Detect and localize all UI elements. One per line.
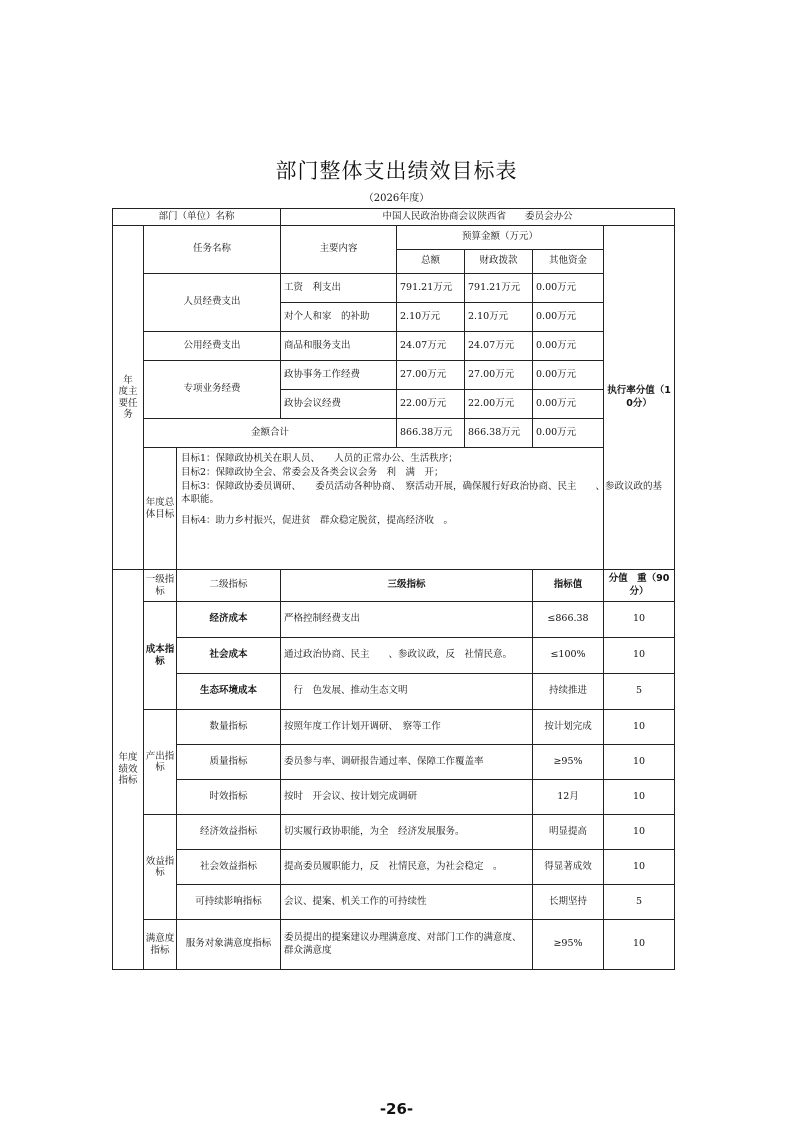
- col-weight: 分值 重（90分）: [604, 570, 675, 602]
- level3-text: 通过政治协商、民主 、参政议政，反 社情民意。: [281, 638, 533, 674]
- indicator-weight: 10: [604, 780, 675, 815]
- indicators-section-label: 年度绩效指标: [113, 570, 144, 970]
- performance-table: [112, 208, 675, 970]
- task-content: 政协会议经费: [281, 390, 397, 419]
- task-content: 商品和服务支出: [281, 332, 397, 361]
- indicator-value: ≥95%: [533, 745, 604, 780]
- col-budget: 预算金额（万元）: [397, 226, 604, 250]
- level2-name: 质量指标: [177, 745, 281, 780]
- objectives-text: [177, 448, 675, 570]
- col-total: 总额: [397, 250, 465, 274]
- level3-text: 委员提出的提案建议办理满意度、对部门工作的满意度、群众满意度: [281, 920, 533, 970]
- sum-fiscal: 866.38万元: [465, 419, 533, 448]
- level1-cost: 成本指标: [144, 602, 177, 710]
- task-fiscal: 24.07万元: [465, 332, 533, 361]
- indicator-row: [113, 674, 675, 710]
- sum-label: 金额合计: [144, 419, 397, 448]
- level1-output: 产出指标: [144, 710, 177, 815]
- level3-text: 会议、提案、机关工作的可持续性: [281, 885, 533, 920]
- indicator-row: [113, 638, 675, 674]
- level1-benefit: 效益指标: [144, 815, 177, 920]
- task-fiscal: 27.00万元: [465, 361, 533, 390]
- indicator-value: 按计划完成: [533, 710, 604, 745]
- indicator-row: [113, 780, 675, 815]
- sum-other: 0.00万元: [533, 419, 604, 448]
- indicator-row: [113, 815, 675, 850]
- col-main-content: 主要内容: [281, 226, 397, 274]
- col-level1: 一级指标: [144, 570, 177, 602]
- page-number: -26-: [379, 1100, 414, 1118]
- indicators-header-row: [113, 570, 675, 602]
- objectives-label: 年度总体目标: [144, 448, 177, 570]
- level2-name: 服务对象满意度指标: [177, 920, 281, 970]
- level2-name: 经济效益指标: [177, 815, 281, 850]
- level2-name: 社会效益指标: [177, 850, 281, 885]
- task-fiscal: 2.10万元: [465, 303, 533, 332]
- sum-total: 866.38万元: [397, 419, 465, 448]
- indicator-value: 得显著成效: [533, 850, 604, 885]
- indicator-value: 12月: [533, 780, 604, 815]
- task-content: 工资 利支出: [281, 274, 397, 303]
- indicator-value: 长期坚持: [533, 885, 604, 920]
- level2-name: 时效指标: [177, 780, 281, 815]
- indicator-weight: 5: [604, 674, 675, 710]
- task-total: 2.10万元: [397, 303, 465, 332]
- level2-name: 生态环境成本: [177, 674, 281, 710]
- col-indicator-value: 指标值: [533, 570, 604, 602]
- task-other: 0.00万元: [533, 332, 604, 361]
- indicator-value: 持续推进: [533, 674, 604, 710]
- task-fiscal: 791.21万元: [465, 274, 533, 303]
- indicator-weight: 10: [604, 602, 675, 638]
- task-row: [113, 361, 675, 390]
- task-other: 0.00万元: [533, 361, 604, 390]
- col-level2: 二级指标: [177, 570, 281, 602]
- task-other: 0.00万元: [533, 274, 604, 303]
- level3-text: 严格控制经费支出: [281, 602, 533, 638]
- dept-row: [113, 209, 675, 226]
- objective-2: 目标2：保障政协全会、常委会及各类会议会务 利 满 开；: [181, 466, 444, 478]
- task-total: 22.00万元: [397, 390, 465, 419]
- objective-3: 目标3：保障政协委员调研、 委员活动各种协商、 察活动开展，确保履行好政治协商、民主 、参政议政的基本职能。: [181, 480, 663, 506]
- indicator-weight: 10: [604, 850, 675, 885]
- objective-1: 目标1：保障政协机关在职人员、 人员的正常办公、生活秩序；: [181, 453, 458, 464]
- task-other: 0.00万元: [533, 303, 604, 332]
- document-year: （2026年度）: [363, 193, 430, 204]
- task-name: 专项业务经费: [144, 361, 281, 419]
- sum-row: [113, 419, 675, 448]
- tasks-section-label: 年 度主要任务: [113, 226, 144, 570]
- level3-text: 行 色发展、推动生态文明: [281, 674, 533, 710]
- level2-name: 可持续影响指标: [177, 885, 281, 920]
- task-name: 人员经费支出: [144, 274, 281, 332]
- task-name: 公用经费支出: [144, 332, 281, 361]
- level3-text: 按时 开会议、按计划完成调研: [281, 780, 533, 815]
- tasks-header-row: [113, 226, 675, 250]
- indicator-row: [113, 602, 675, 638]
- indicator-weight: 10: [604, 710, 675, 745]
- indicator-value: ≤866.38: [533, 602, 604, 638]
- level2-name: 经济成本: [177, 602, 281, 638]
- indicator-weight: 10: [604, 745, 675, 780]
- indicator-weight: 10: [604, 920, 675, 970]
- task-row: [113, 274, 675, 303]
- task-content: 对个人和家 的补助: [281, 303, 397, 332]
- task-content: 政协事务工作经费: [281, 361, 397, 390]
- indicator-row: [113, 885, 675, 920]
- level1-satisfaction: 满意度指标: [144, 920, 177, 970]
- document-title: 部门整体支出绩效目标表: [275, 159, 518, 183]
- col-task-name: 任务名称: [144, 226, 281, 274]
- col-fiscal: 财政拨款: [465, 250, 533, 274]
- indicator-weight: 10: [604, 815, 675, 850]
- indicator-value: ≥95%: [533, 920, 604, 970]
- level2-name: 社会成本: [177, 638, 281, 674]
- task-other: 0.00万元: [533, 390, 604, 419]
- task-total: 27.00万元: [397, 361, 465, 390]
- task-total: 791.21万元: [397, 274, 465, 303]
- level3-text: 切实履行政协职能，为全 经济发展服务。: [281, 815, 533, 850]
- indicator-value: 明显提高: [533, 815, 604, 850]
- indicator-row: [113, 920, 675, 970]
- task-fiscal: 22.00万元: [465, 390, 533, 419]
- indicator-row: [113, 745, 675, 780]
- level2-name: 数量指标: [177, 710, 281, 745]
- objective-4: 目标4：助力乡村振兴，促进贫 群众稳定脱贫，提高经济收 。: [181, 515, 454, 527]
- indicator-weight: 5: [604, 885, 675, 920]
- col-exec-rate: 执行率分值（10分）: [604, 226, 675, 570]
- indicator-row: [113, 850, 675, 885]
- objectives-row: [113, 448, 675, 570]
- level3-text: 提高委员履职能力，反 社情民意，为社会稳定 。: [281, 850, 533, 885]
- task-total: 24.07万元: [397, 332, 465, 361]
- col-other: 其他资金: [533, 250, 604, 274]
- dept-label: 部门（单位）名称: [113, 209, 281, 226]
- indicator-value: ≤100%: [533, 638, 604, 674]
- indicator-weight: 10: [604, 638, 675, 674]
- indicator-row: [113, 710, 675, 745]
- level3-text: 委员参与率、调研报告通过率、保障工作覆盖率: [281, 745, 533, 780]
- task-row: [113, 332, 675, 361]
- col-level3: 三级指标: [281, 570, 533, 602]
- level3-text: 按照年度工作计划开调研、 察等工作: [281, 710, 533, 745]
- dept-value: 中国人民政治协商会议陕西省 委员会办公: [281, 209, 675, 226]
